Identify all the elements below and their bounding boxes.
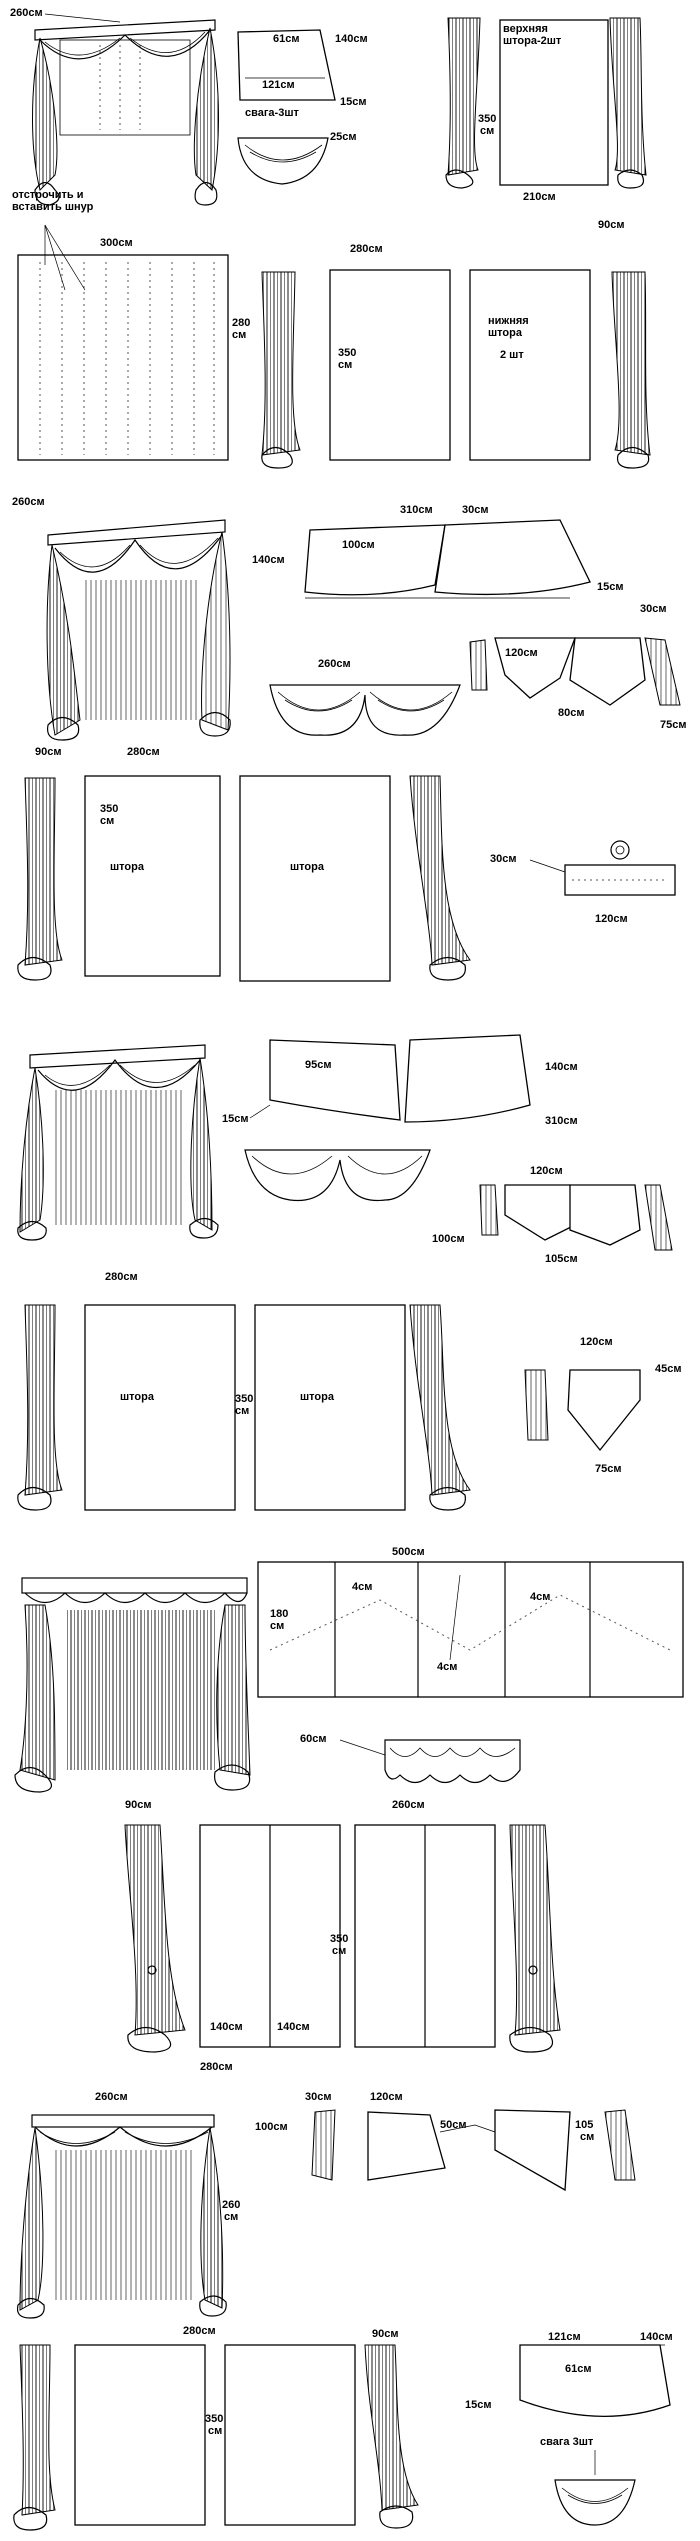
label-s5-310: 310см <box>545 1115 578 1127</box>
label-s3-100: 100см <box>342 539 375 551</box>
pelmet-drape-7 <box>300 1733 520 1811</box>
jabot-pattern-3 <box>470 603 687 731</box>
swag-drape-3 <box>270 658 460 735</box>
curtain-panel-10a <box>75 2345 205 2525</box>
label-s6-45: 45см <box>655 1363 682 1375</box>
label-s9-105-line1: 105 <box>575 2119 594 2131</box>
curtain-drawing-3 <box>47 520 230 740</box>
section-8 <box>125 1825 560 2073</box>
label-s5-120: 120см <box>530 1165 563 1177</box>
label-s10-61: 61см <box>565 2363 592 2375</box>
curtain-drawing-1 <box>33 20 219 205</box>
curtain-panel-6a <box>85 1305 235 1510</box>
label-s9-100: 100см <box>255 2121 288 2133</box>
label-s9-260h-line2: см <box>224 2211 239 2223</box>
label-s3-90: 90см <box>35 746 62 758</box>
label-s7-4b: 4см <box>530 1591 551 1603</box>
label-s7-180-line2: см <box>270 1620 285 1632</box>
label-s2-300: 300см <box>100 237 133 249</box>
curtain-panel-6b <box>255 1305 405 1510</box>
label-s9-120: 120см <box>370 2091 403 2103</box>
label-s3-15: 15см <box>597 581 624 593</box>
label-s5-95: 95см <box>305 1059 332 1071</box>
label-s1-shnur <box>12 189 94 213</box>
section-1 <box>10 7 646 213</box>
label-s1-140: 140см <box>335 33 368 45</box>
section-7 <box>15 1546 683 1811</box>
swag-pattern-5 <box>222 1035 578 1127</box>
label-s1-shnur-line1: отстрочить и <box>12 189 84 201</box>
section-9 <box>18 2091 636 2318</box>
label-s4-350-line1: 350 <box>100 803 119 815</box>
label-s4-shtora2: штора <box>290 861 324 873</box>
label-s9-30: 30см <box>305 2091 332 2103</box>
svaga-pattern-10 <box>465 2331 673 2525</box>
label-s7-4c: 4см <box>437 1661 458 1673</box>
label-s8-140a: 140см <box>210 2021 243 2033</box>
label-s8-350-line2: см <box>332 1945 347 1957</box>
label-s8-350-line1: 350 <box>330 1933 349 1945</box>
label-s1-shnur-line2: вставить шнур <box>12 201 94 213</box>
label-s2-2sht: 2 шт <box>500 349 524 361</box>
swag-drape-5 <box>245 1150 430 1201</box>
label-s7-500: 500см <box>392 1546 425 1558</box>
label-s5-280: 280см <box>105 1271 138 1283</box>
label-s2-bottom-line2: штора <box>488 327 522 339</box>
label-s6-350-line2: см <box>235 1405 250 1417</box>
label-s1-top-line1: верхняя <box>503 23 548 35</box>
label-s3-80: 80см <box>558 707 585 719</box>
label-s3-260b: 260см <box>318 658 351 670</box>
lower-curtain-pattern <box>262 270 650 468</box>
label-s2-90: 90см <box>598 219 625 231</box>
label-s7-90: 90см <box>125 1799 152 1811</box>
label-s1-top-line2: штора-2шт <box>503 35 562 47</box>
label-s5-105: 105см <box>545 1253 578 1265</box>
label-s10-90: 90см <box>372 2328 399 2340</box>
label-s6-shtora1: штора <box>120 1391 154 1403</box>
section-10 <box>14 2325 673 2530</box>
label-s7-60: 60см <box>300 1733 327 1745</box>
curtain-panel-10b <box>225 2345 355 2525</box>
svaga-pattern-1 <box>238 30 368 184</box>
label-s3-30a: 30см <box>462 504 489 516</box>
label-s8-140b: 140см <box>277 2021 310 2033</box>
label-s10-350-line1: 350 <box>205 2413 224 2425</box>
curtain-panel-4b <box>240 776 390 981</box>
label-s4-120: 120см <box>595 913 628 925</box>
curtain-drawing-7 <box>15 1578 250 1792</box>
label-s5-15: 15см <box>222 1113 249 1125</box>
top-curtain-pattern-1 <box>446 18 646 203</box>
tulle-panel <box>18 255 228 460</box>
label-s3-310: 310см <box>400 504 433 516</box>
jabot-pattern-9 <box>255 2091 635 2190</box>
label-s3-120: 120см <box>505 647 538 659</box>
jabot-pattern-6 <box>525 1336 682 1475</box>
label-s3-280: 280см <box>127 746 160 758</box>
label-s1-210: 210см <box>523 191 556 203</box>
label-s10-350-line2: см <box>208 2425 223 2437</box>
label-s6-shtora2: штора <box>300 1391 334 1403</box>
pelmet-pattern-7 <box>258 1546 683 1697</box>
label-s1-25: 25см <box>330 131 357 143</box>
label-s9-260: 260см <box>95 2091 128 2103</box>
section-6 <box>18 1305 682 1510</box>
label-s3-75: 75см <box>660 719 687 731</box>
label-s2-350-line1: 350 <box>338 347 357 359</box>
label-s7-180-line1: 180 <box>270 1608 289 1620</box>
label-s4-30: 30см <box>490 853 517 865</box>
label-s10-280: 280см <box>183 2325 216 2337</box>
curtain-drawing-9 <box>18 2115 227 2318</box>
label-s9-105-line2: см <box>580 2131 595 2143</box>
swag-pattern-3 <box>305 504 624 598</box>
tieback-pattern <box>490 841 675 925</box>
label-s6-75: 75см <box>595 1463 622 1475</box>
label-s3-140: 140см <box>252 554 285 566</box>
label-s10-140: 140см <box>640 2331 673 2343</box>
label-s2-350-line2: см <box>338 359 353 371</box>
label-s5-100: 100см <box>432 1233 465 1245</box>
label-s3-30b: 30см <box>640 603 667 615</box>
label-s2-280h-line2: см <box>232 329 247 341</box>
label-s2-280h-line1: 280 <box>232 317 251 329</box>
label-s6-120: 120см <box>580 1336 613 1348</box>
label-s1-350-line2: см <box>480 125 495 137</box>
label-s1-121: 121см <box>262 79 295 91</box>
curtain-drawing-5 <box>18 1045 218 1240</box>
label-s10-121: 121см <box>548 2331 581 2343</box>
label-s9-50: 50см <box>440 2119 467 2131</box>
label-s7-260: 260см <box>392 1799 425 1811</box>
label-s8-280: 280см <box>200 2061 233 2073</box>
label-s1-61: 61см <box>273 33 300 45</box>
label-s2-280w: 280см <box>350 243 383 255</box>
label-s1-15: 15см <box>340 96 367 108</box>
section-3 <box>12 496 687 758</box>
label-s1-svaga: свага-3шт <box>245 107 299 119</box>
jabot-pattern-5 <box>432 1165 672 1265</box>
label-s6-350-line1: 350 <box>235 1393 254 1405</box>
section-2 <box>18 219 650 468</box>
label-s1-350-line1: 350 <box>478 113 497 125</box>
label-s4-350-line2: см <box>100 815 115 827</box>
label-s7-4a: 4см <box>352 1581 373 1593</box>
label-s1-width: 260см <box>10 7 43 19</box>
section-4 <box>18 776 675 981</box>
label-s3-260: 260см <box>12 496 45 508</box>
section-5 <box>18 1035 672 1283</box>
label-s5-140: 140см <box>545 1061 578 1073</box>
label-s9-260h-line1: 260 <box>222 2199 241 2211</box>
label-s4-shtora1: штора <box>110 861 144 873</box>
label-s2-bottom-line1: нижняя <box>488 315 529 327</box>
label-s10-15: 15см <box>465 2399 492 2411</box>
label-s10-svaga: свага 3шт <box>540 2436 594 2448</box>
